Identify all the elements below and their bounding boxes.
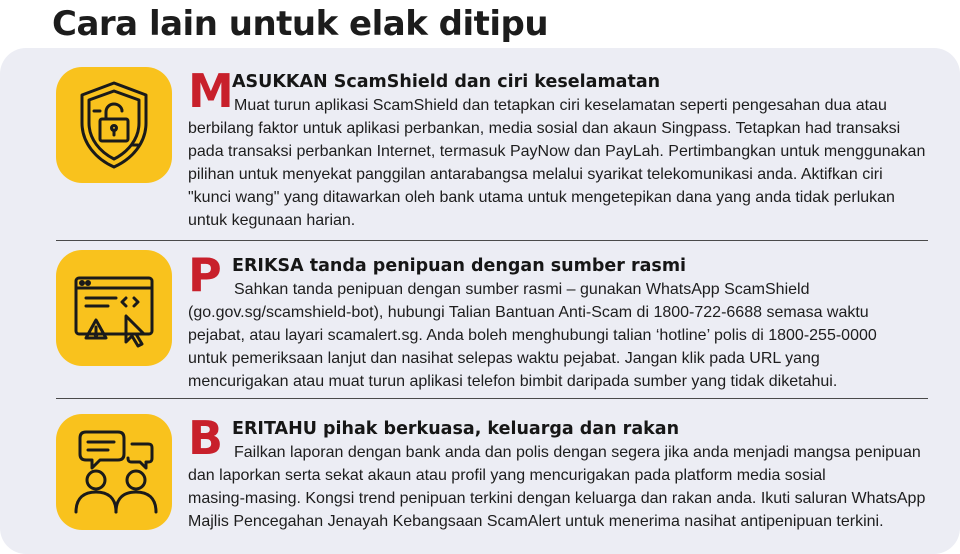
people-chat-icon xyxy=(56,414,172,530)
dropcap-letter: B xyxy=(188,411,224,465)
section-heading: ERIKSA tanda penipuan dengan sumber rasmi xyxy=(232,256,687,276)
section-divider xyxy=(56,398,928,399)
section-heading: ASUKKAN ScamShield dan ciri keselamatan xyxy=(232,72,661,92)
section-body: Failkan laporan dengan bank anda dan polis dengan segera jika anda menjadi mangsa penipuan dan laporkan serta sekat akaun atau profil yang mencurigakan pada platform media sosial masing-masing. Kongsi trend penipuan terkini dengan keluarga dan rakan anda. Ikuti saluran WhatsApp Majlis Pencegahan Jenayah Kebangsaan ScamAlert untuk menerima nasihat antipenipuan terkini. xyxy=(188,444,926,530)
dropcap-letter: P xyxy=(188,248,222,302)
section-item xyxy=(188,248,938,393)
shield-lock-icon xyxy=(56,67,172,183)
section-body: Muat turun aplikasi ScamShield dan tetapkan ciri keselamatan seperti pengesahan dua atau berbilang faktor untuk aplikasi perbankan, media sosial dan akaun Singpass. Tetapkan had transaksi pada transaksi perbankan Internet, termasuk PayNow dan PayLah. Pertimbangkan untuk menggunakan pilihan untuk menyekat panggilan antarabangsa melalui syarikat telekomunikasi anda. Aktifkan ciri "kunci wang" yang ditawarkan oleh bank utama untuk mengetepikan dana yang anda tidak perlukan untuk kegunaan harian. xyxy=(188,97,926,229)
section-item xyxy=(188,411,938,533)
section-heading: ERITAHU pihak berkuasa, keluarga dan rakan xyxy=(232,419,680,439)
dropcap-letter: M xyxy=(188,64,234,118)
section-divider xyxy=(56,240,928,241)
page-title: Cara lain untuk elak ditipu xyxy=(52,4,549,44)
section-body: Sahkan tanda penipuan dengan sumber rasmi – gunakan WhatsApp ScamShield (go.gov.sg/scamshield-bot), hubungi Talian Bantuan Anti-Scam di 1800-722-6688 semasa waktu pejabat, atau layari scamalert.sg. Anda boleh menghubungi talian ‘hotline’ polis di 1800-255-0000 untuk pemeriksaan lanjut dan nasihat selepas waktu pejabat. Jangan klik pada URL yang mencurigakan atau muat turun aplikasi telefon bimbit daripada sumber yang tidak diketahui. xyxy=(188,281,877,390)
browser-warning-icon xyxy=(56,250,172,366)
section-item xyxy=(188,64,938,232)
